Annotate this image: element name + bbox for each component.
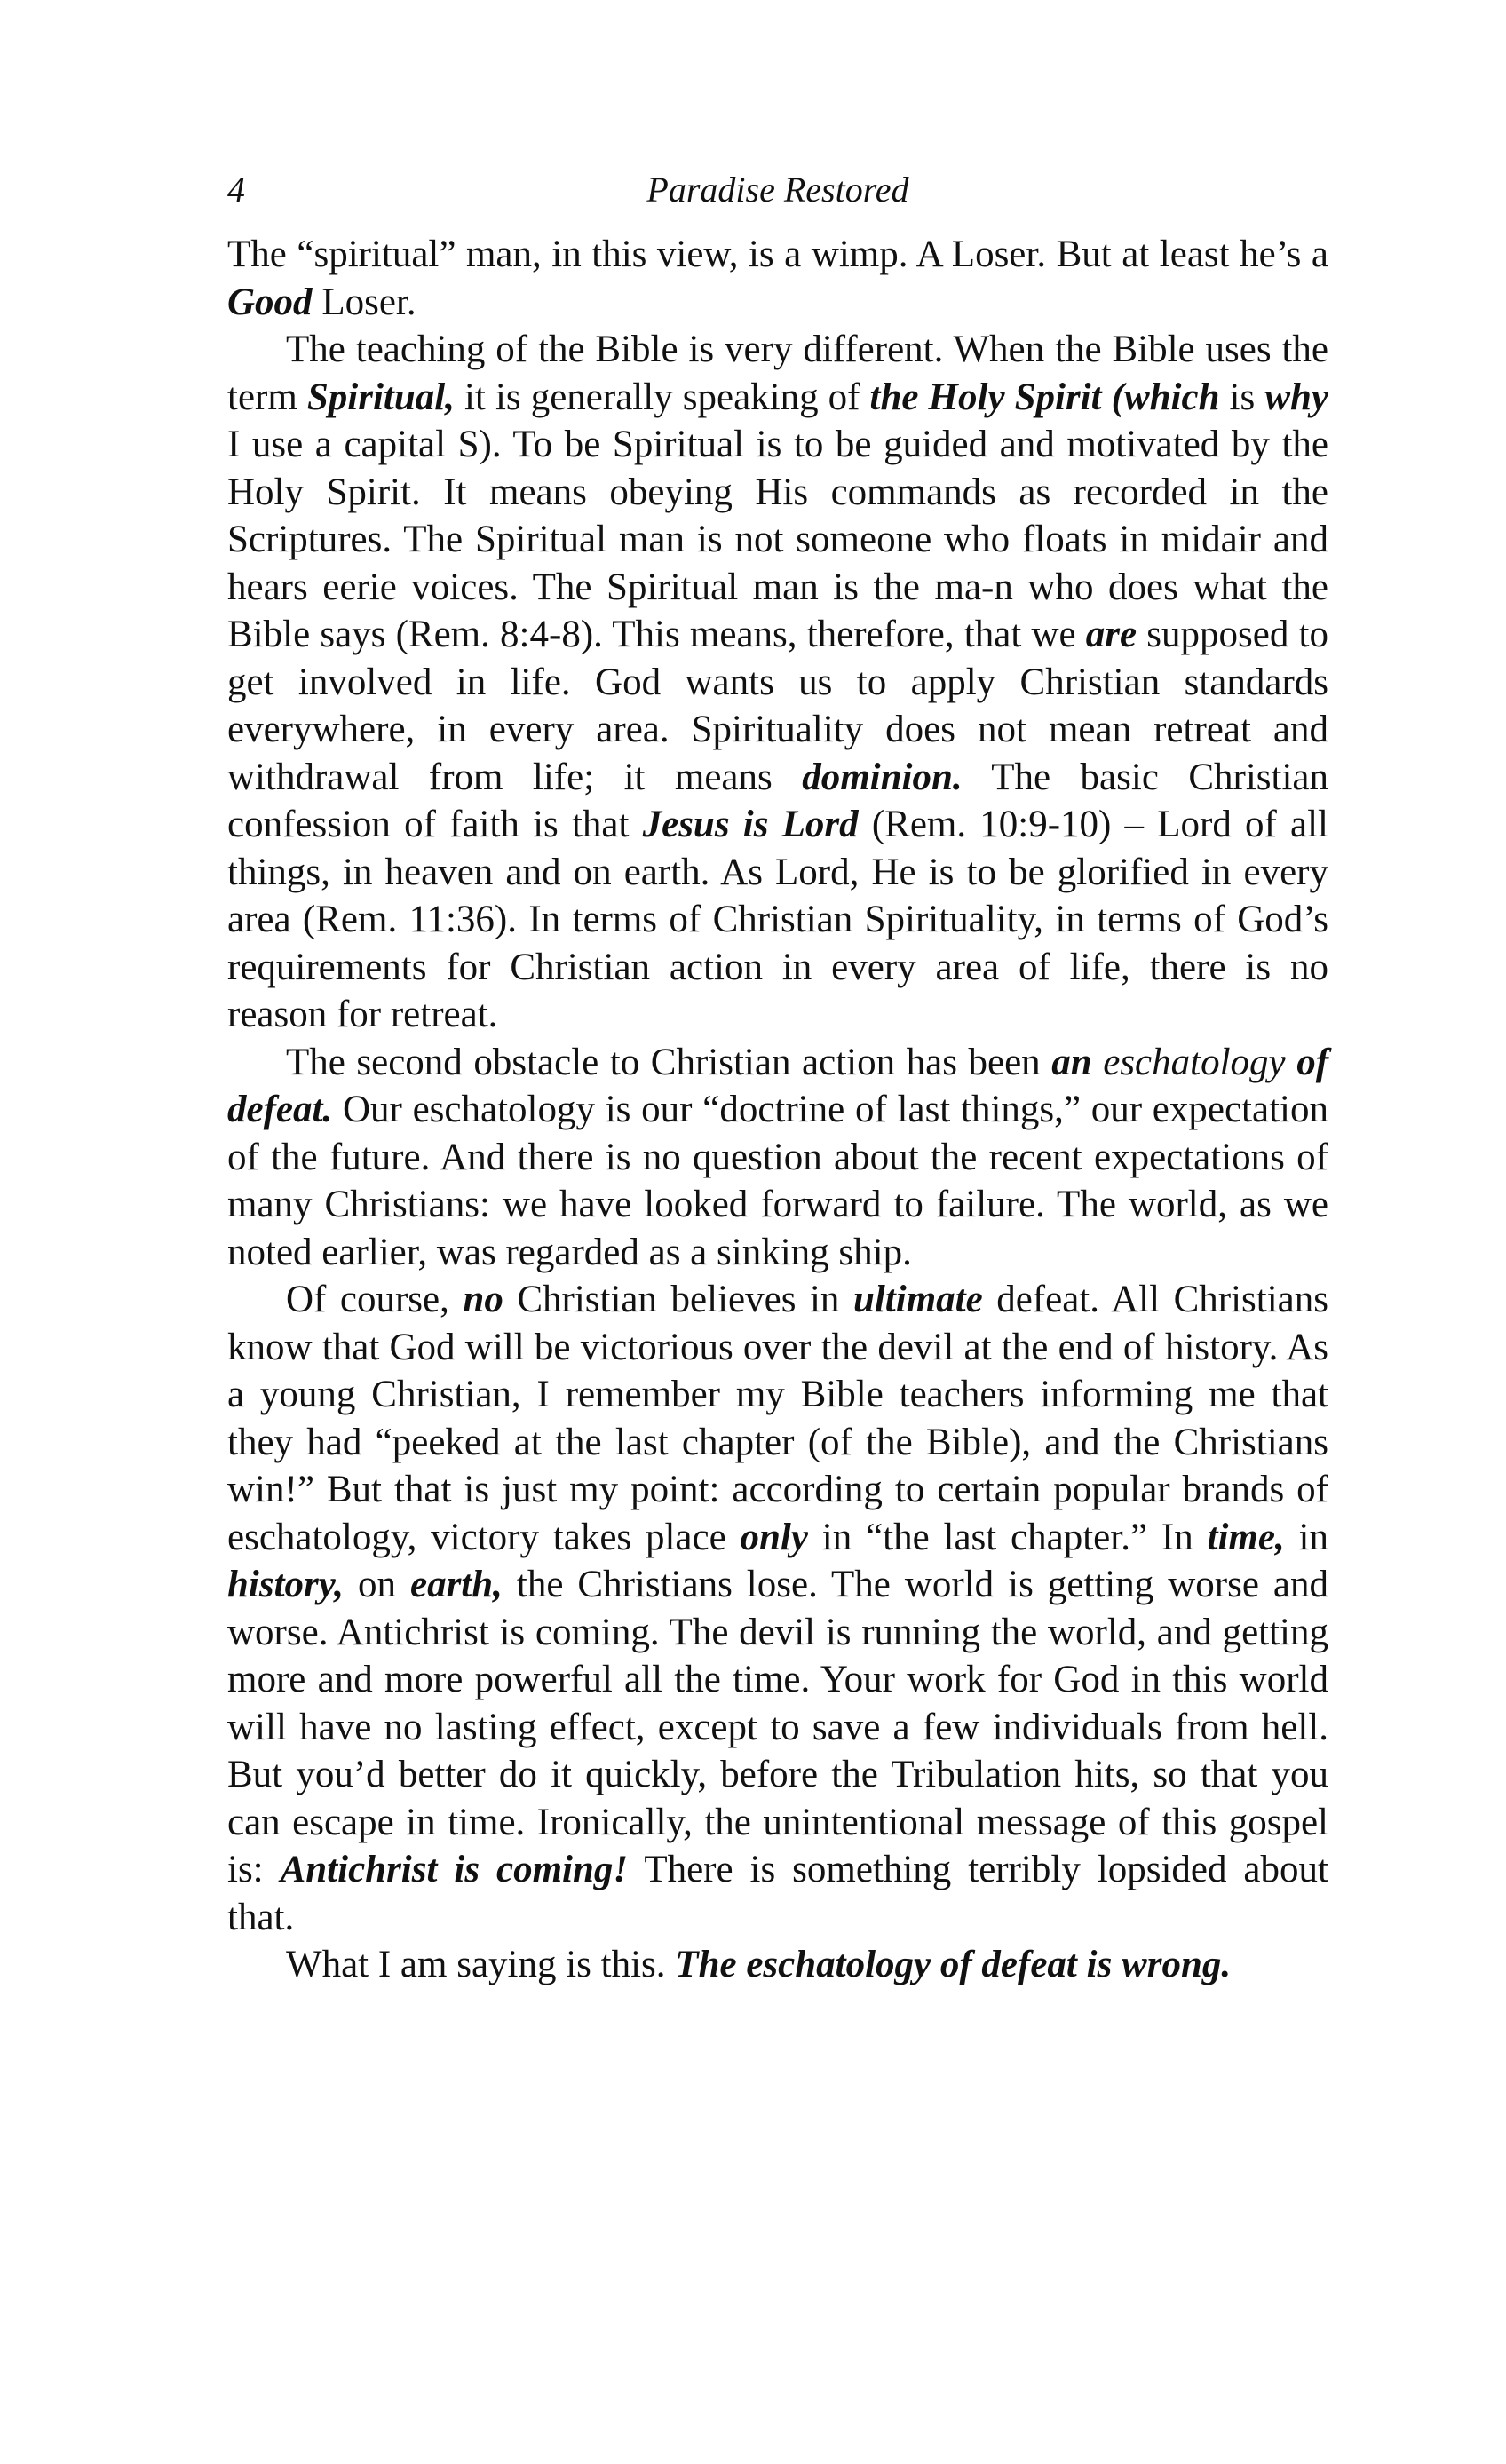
emphasized-text: history, — [227, 1564, 345, 1605]
text-run: What I am saying is this. — [286, 1944, 676, 1985]
emphasized-text: The eschatology of defeat is wrong. — [675, 1944, 1232, 1985]
emphasized-text: only — [740, 1516, 808, 1558]
text-run: Loser. — [312, 281, 416, 323]
text-run: The teaching of the Bible is very different. When the Bible uses the term — [227, 329, 1328, 418]
paragraph — [227, 1276, 1328, 1941]
paragraph — [227, 1039, 1328, 1277]
text-run — [1286, 1042, 1297, 1083]
text-run: The second obstacle to Christian action has been — [286, 1041, 1052, 1083]
emphasized-text: the Holy Spirit (which — [869, 376, 1220, 418]
emphasized-text: no — [463, 1279, 503, 1320]
text-run: in — [1284, 1516, 1328, 1558]
emphasized-text: are — [1085, 614, 1137, 655]
page-number: 4 — [227, 170, 245, 210]
emphasized-text: why — [1264, 376, 1328, 418]
body-text — [227, 231, 1328, 1989]
text-run: The “spiritual” man, in this view, is a wimp. A Loser. But at least he’s a — [227, 234, 1328, 275]
text-run: Of course, — [286, 1279, 464, 1320]
emphasized-text: ultimate — [852, 1279, 983, 1320]
emphasized-text: Spiritual, — [306, 376, 455, 418]
emphasized-text: dominion. — [802, 756, 963, 798]
text-run: is — [1219, 376, 1265, 418]
emphasized-text: Good — [227, 281, 313, 323]
paragraph — [227, 326, 1328, 1039]
emphasized-text: Antichrist is coming! — [280, 1849, 629, 1890]
emphasized-text: Jesus is Lord — [642, 804, 859, 845]
text-run: Our eschatology is our “doctrine of last things,” our expectation of the future. And there is no question about the recent expectations of many Christians: we have looked forward to failure. The world, as we noted earlier, was regarded as a sinking ship. — [227, 1089, 1328, 1273]
text-run: Christian believes in — [503, 1279, 853, 1320]
text-run: There is something terribly lopsided about that. — [227, 1849, 1328, 1938]
running-head — [227, 169, 1328, 231]
text-run: The basic Christian confession of faith is that — [227, 756, 1328, 845]
text-run: on — [344, 1564, 410, 1605]
text-run — [1092, 1042, 1104, 1083]
text-run: I use a capital S). To be Spiritual is to be guided and motivated by the Holy Spirit. It means obeying His commands as recorded in the Scriptures. The Spiritual man is not someone who floats in midair and hears eerie voices. The Spiritual man is the ma-n who does what the Bible says (Rem. 8:4-8). This means, therefore, that we — [227, 424, 1328, 655]
text-run: defeat. All Christians know that God will be victorious over the devil at the end of history. As a young Christian, I remember my Bible teachers informing me that they had “peeked at the last chapter (of the Bible), and the Christians win!” But that is just my point: according to certain popular brands of eschatology, victory takes place — [227, 1279, 1328, 1558]
text-run: it is generally speaking of — [454, 376, 870, 418]
emphasized-text: of defeat. — [227, 1041, 1329, 1130]
emphasized-text: earth, — [409, 1564, 503, 1605]
text-run: in “the last chapter.” In — [807, 1516, 1208, 1558]
emphasized-text: an — [1051, 1041, 1092, 1083]
book-page — [227, 169, 1328, 1989]
text-run: supposed to get involved in life. God wants us to apply Christian standards everywhere, in every area. Spirituality does not mean retreat and withdrawal from life; it means — [227, 614, 1328, 798]
paragraph — [227, 1941, 1328, 1989]
emphasized-text: eschatology — [1103, 1041, 1286, 1083]
text-run: (Rem. 10:9-10) – Lord of all things, in heaven and on earth. As Lord, He is to be glorified in every area (Rem. 11:36). In terms of Christian Spirituality, in terms of God’s requirements for Christian action in every area of life, there is no reason for retreat. — [227, 804, 1328, 1035]
text-run: the Christians lose. The world is getting worse and worse. Antichrist is coming. The devil is running the world, and getting more and more powerful all the time. Your work for God in this world will have no lasting effect, except to save a few individuals from hell. But you’d better do it quickly, before the Tribulation hits, so that you can escape in time. Ironically, the unintentional message of this gospel is: — [227, 1564, 1328, 1890]
running-title: Paradise Restored — [646, 170, 909, 210]
paragraph — [227, 231, 1328, 326]
emphasized-text: time, — [1207, 1516, 1285, 1558]
